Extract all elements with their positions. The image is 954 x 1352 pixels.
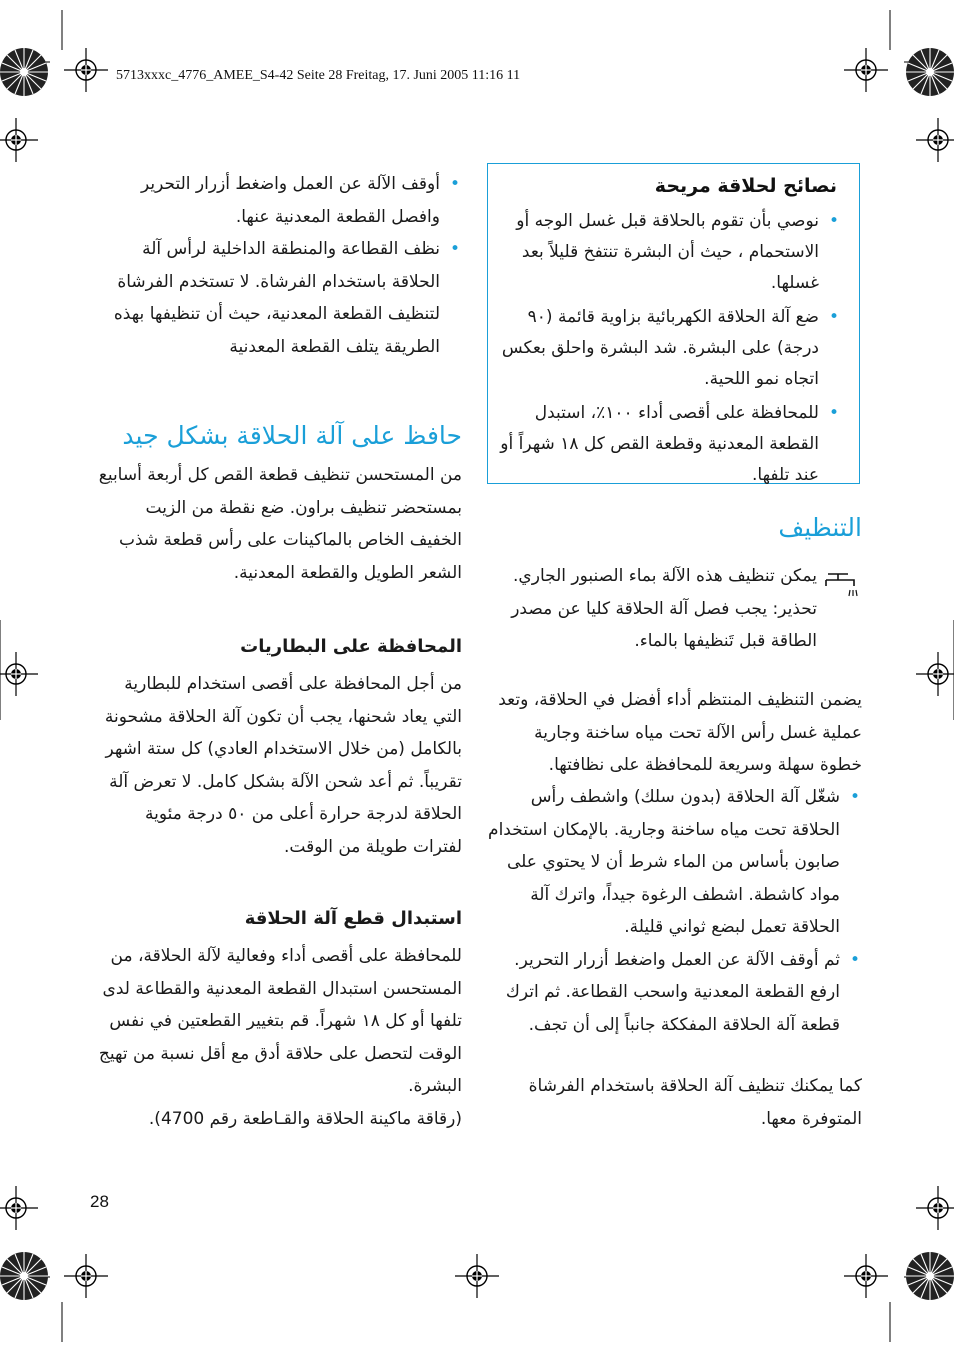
maintain-title: حافظ على آلة الحلاقة بشكل جيد bbox=[122, 421, 462, 450]
bullet-icon: • bbox=[828, 211, 839, 231]
cleaning-steps bbox=[487, 781, 862, 1041]
list-item: • شغّل آلة الحلاقة (بدون سلك) واشطف رأس الحلاقة تحت مياه ساخنة وجارية. بالإمكان استخدام صابون بأساس من الماء شرط أن لا يحتوي على مواد كاشطة. اشطف الرغوة جيداً، واترك آلة الحلاقة تعمل لبضع ثواني قليلة. bbox=[487, 781, 862, 944]
warning-text: يمكن تنظيف هذه الآلة بماء الصنبور الجاري. تحذير: يجب فصل آلة الحلاقة كليا عن مصدر الطاقة قبل تَنظيفها بالماء. bbox=[511, 566, 817, 651]
list-item: • للمحافظة على أقصى أداء ١٠٠٪، استبدل القطعة المعدنية وقطعة القص كل ١٨ شهراً أو عند تلفها. bbox=[492, 398, 837, 491]
battery-text: من أجل المحافظة على أقصى استخدام للبطارية التي يعاد شحنها، يجب أن تكون آلة الحلاقة مشحونة بالكامل (من خلال الاستخدام العادي) كل ستة اشهر تقريباً. ثم أعد شحن الآلة بشكل كامل. لا تعرض آلة الحلاقة لدرجة حرارة أعلى من ٥٠ درجة مئوية لفترات طويلة من الوقت. bbox=[104, 674, 462, 857]
print-slug: 5713xxxc_4776_AMEE_S4-42 Seite 28 Freitag, 17. Juni 2005 11:16 11 bbox=[116, 68, 521, 83]
shaving-tips-box bbox=[487, 163, 860, 484]
bullet-icon: • bbox=[449, 174, 460, 194]
replace-part: (رقاقة ماكينة الحلاقة والقـاطعة رقم 4700). bbox=[148, 1109, 462, 1129]
list-item: • ضع آلة الحلاقة الكهربائية بزاوية قائمة (٩٠ درجة) على البشرة. شد البشرة واحلق بعكس اتجاه نمو اللحية. bbox=[492, 302, 837, 395]
bullet-icon: • bbox=[849, 787, 860, 807]
maintain-text: من المستحسن تنظيف قطعة القص كل أربعة أسابيع بمستحضر تنظيف براون. ضع نقطة من الزيت الخفيف الخاص بالماكينات على رأس قطعة شذب الشعر الطويل والقطعة المعدنية. bbox=[98, 465, 462, 583]
list-item: • أوقف الآلة عن العمل واضغط أزرار التحرير وافصل القطعة المعدنية عنها. bbox=[96, 168, 462, 233]
faucet-icon bbox=[822, 566, 860, 604]
replace-text: للمحافظة على أقصى أداء وفعالية لآلة الحلاقة، من المستحسن استبدال القطعة المعدنية والقطاعة لدى تلفها أو كل ١٨ شهراً. قم بتغيير القطعتين في نفس الوقت لتحصل على حلاقة أدق مع أقل نسبة من تهيج البشرة. bbox=[98, 946, 462, 1096]
left-top-list bbox=[96, 168, 462, 363]
battery-title: المحافظة على البطاريات bbox=[240, 636, 462, 657]
cleaning-intro: يضمن التنظيف المنتظم أداء أفضل في الحلاقة، وتعد عملية غسل رأس الآلة تحت مياه ساخنة وجارية خطوة سهلة وسريعة للمحافظة على نظافتها. bbox=[498, 690, 862, 775]
page-number: 28 bbox=[90, 1192, 109, 1211]
brush-note: كما يمكنك تنظيف آلة الحلاقة باستخدام الفرشاة المتوفرة معها. bbox=[528, 1076, 862, 1129]
bullet-icon: • bbox=[449, 239, 460, 259]
bullet-icon: • bbox=[849, 949, 860, 970]
replace-title: استبدال قطع آلة الحلاقة bbox=[244, 908, 462, 929]
list-item: • نوصي بأن تقوم بالحلاقة قبل غسل الوجه أو الاستحمام ، حيث أن البشرة تنتفخ قليلاً بعد غسلها. bbox=[492, 206, 837, 299]
list-item: • نظف القطاعة والمنطقة الداخلية لرأس آلة الحلاقة باستخدام الفرشاة. لا تستخدم الفرشاة لتنظيف القطعة المعدنية، حيث أن تنظيفها بهذه الطريقة يتلف القطعة المعدنية bbox=[96, 233, 462, 363]
bullet-icon: • bbox=[828, 307, 839, 327]
cleaning-title: التنظيف bbox=[778, 513, 862, 542]
tips-list bbox=[492, 206, 837, 491]
tips-title: نصائح لحلاقة مريحة bbox=[654, 175, 837, 197]
bullet-icon: • bbox=[828, 403, 839, 423]
list-item: • ثم أوقف الآلة عن العمل واضغط أزرار التحرير. ارفع القطعة المعدنية واسحب القطاعة. ثم اترك قطعة آلة الحلاقة المفككة جانباً إلى أن تجف. bbox=[487, 944, 862, 1042]
